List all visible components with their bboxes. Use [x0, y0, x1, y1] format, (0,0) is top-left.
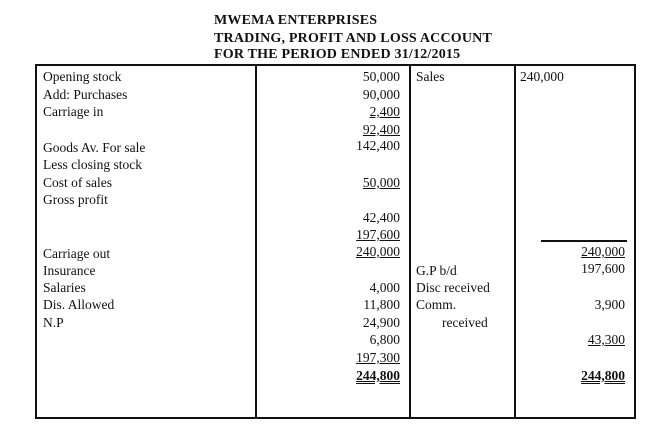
label-comm: Comm. [416, 297, 457, 312]
credit-amount-divider [514, 64, 516, 419]
label-disc-received: Disc received [416, 280, 490, 295]
amt-credit-sum: 43,300 [587, 332, 625, 347]
amt-total1: 197,600 [356, 227, 400, 242]
label-gp-bd: G.P b/d [416, 263, 457, 278]
company-name: MWEMA ENTERPRISES [214, 13, 378, 28]
amt-dis-allowed: 11,800 [363, 297, 400, 312]
amt-carriage-out: 240,000 [356, 244, 400, 259]
amt-gross-profit: 42,400 [362, 210, 400, 225]
debit-amount-divider [255, 64, 257, 419]
label-carriage-out: Carriage out [43, 246, 111, 261]
amt-purchases: 90,000 [362, 87, 400, 102]
period-line: FOR THE PERIOD ENDED 31/12/2015 [214, 47, 461, 62]
amt-grand-total-debit: 244,800 [356, 368, 400, 383]
bottom-rule [35, 417, 636, 419]
label-gross-profit: Gross profit [43, 192, 108, 207]
top-rule [35, 64, 636, 66]
label-dis-allowed: Dis. Allowed [43, 297, 115, 312]
label-insurance: Insurance [43, 263, 96, 278]
amt-credit-total1: 240,000 [581, 244, 625, 259]
amt-carriage-in: 2,400 [369, 104, 400, 119]
left-border [35, 64, 37, 419]
center-divider [409, 64, 411, 419]
account-title: TRADING, PROFIT AND LOSS ACCOUNT [214, 31, 493, 46]
label-cost-of-sales: Cost of sales [43, 175, 112, 190]
amt-extra: 6,800 [369, 332, 400, 347]
label-sales: Sales [416, 69, 445, 84]
label-less-closing-stock: Less closing stock [43, 157, 142, 172]
label-net-profit: N.P [43, 315, 64, 330]
amt-comm: 3,900 [594, 297, 625, 312]
amt-closing-stock: 50,000 [362, 175, 400, 190]
label-opening-stock: Opening stock [43, 69, 122, 84]
label-add-purchases: Add: Purchases [43, 87, 128, 102]
credit-rule [541, 240, 627, 242]
right-border [634, 64, 636, 419]
amt-grand-total-credit: 244,800 [581, 368, 625, 383]
amt-salaries: 4,000 [369, 280, 400, 295]
amt-opening-stock: 50,000 [362, 69, 400, 84]
amt-sum: 197,300 [356, 350, 400, 365]
amt-net-profit: 24,900 [362, 315, 400, 330]
label-received: received [442, 315, 488, 330]
amt-goods-available: 142,400 [356, 138, 400, 153]
label-salaries: Salaries [43, 280, 86, 295]
label-goods-available: Goods Av. For sale [43, 140, 146, 155]
amt-subtotal: 92,400 [362, 122, 400, 137]
label-carriage-in: Carriage in [43, 104, 104, 119]
amt-sales: 240,000 [520, 69, 564, 84]
amt-gp-bd: 197,600 [581, 261, 625, 276]
